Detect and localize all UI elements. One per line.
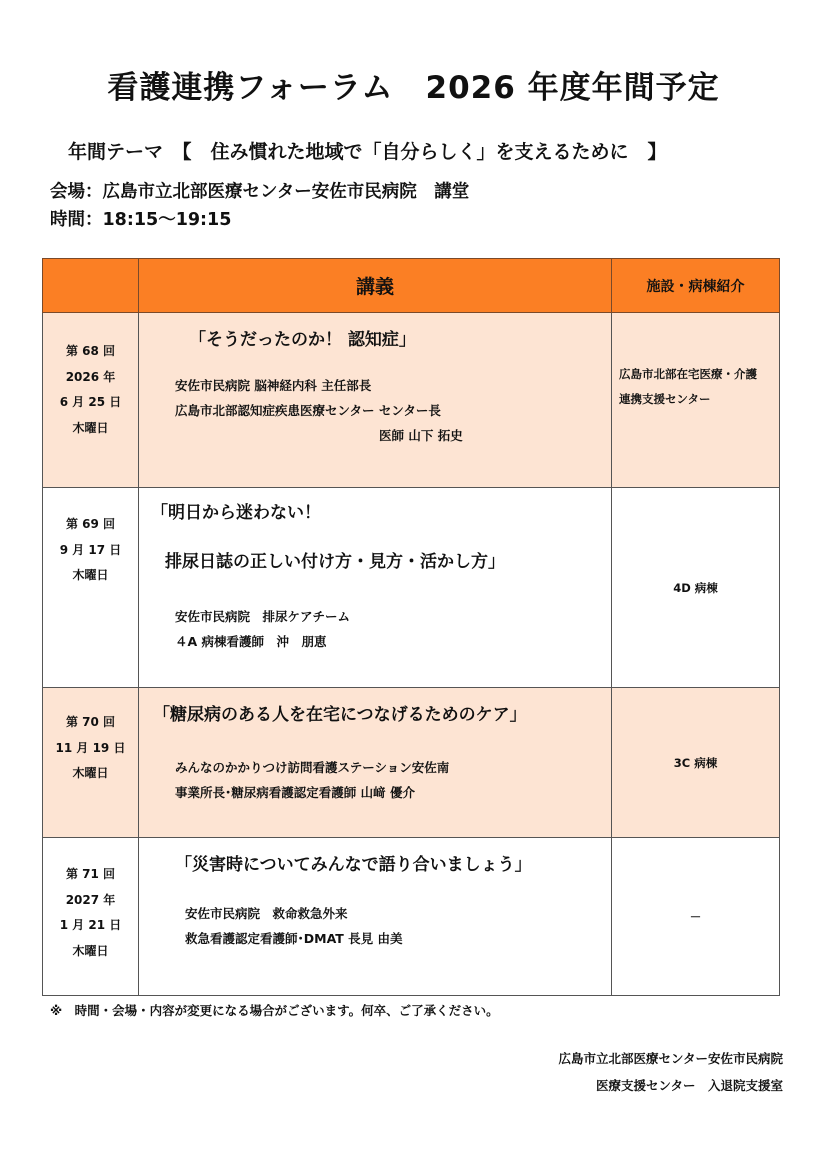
lecture-cell [139, 488, 612, 688]
session-weekday: 木曜日 [72, 568, 109, 582]
lecture-title: 「そうだったのか！ 認知症」 [189, 330, 416, 350]
speaker-name: 救急看護認定看護師･DMAT 長見 由美 [185, 931, 403, 946]
session-date-cell [43, 688, 139, 838]
speaker-line: 安佐市民病院 救命救急外来 [185, 906, 348, 921]
facility-cell [612, 688, 780, 838]
session-weekday: 木曜日 [72, 943, 109, 958]
table-row [43, 688, 780, 838]
session-weekday: 木曜日 [72, 420, 109, 435]
lecture-cell [139, 688, 612, 838]
lecture-cell [139, 838, 612, 996]
session-date-cell [43, 488, 139, 688]
lecture-title: 排尿日誌の正しい付け方・見方・活かし方」 [165, 552, 505, 572]
session-number: 第 70 回 [65, 715, 116, 729]
speaker-name: 医師 山下 拓史 [379, 428, 463, 443]
facility-cell [612, 838, 780, 996]
lecture-title: 「明日から迷わない！ [151, 503, 321, 523]
session-number: 第 69 回 [65, 517, 116, 531]
column-header-lecture: 講義 [139, 259, 612, 313]
annual-theme: 年間テーマ 【 住み慣れた地域で「自分らしく」を支えるために 】 [68, 141, 667, 163]
speaker-line: 安佐市民病院 脳神経内科 主任部長 [175, 378, 372, 393]
facility-cell [612, 313, 780, 488]
session-weekday: 木曜日 [72, 766, 109, 780]
page-title: 看護連携フォーラム 2026 年度年間予定 [107, 70, 720, 106]
department-name: 医療支援センター 入退院支援室 [595, 1078, 783, 1093]
session-date: 9 月 17 日 [59, 542, 122, 557]
speaker-line: 安佐市民病院 排尿ケアチーム [175, 609, 351, 624]
session-year: 2026 年 [65, 369, 116, 384]
column-header-date [43, 259, 139, 313]
session-date: 1 月 21 日 [59, 918, 122, 932]
facility-line: － [689, 909, 702, 924]
schedule-table [42, 258, 780, 996]
table-row [43, 838, 780, 996]
facility-line: 3C 病棟 [673, 755, 718, 770]
speaker-name: ４A 病棟看護師 沖 朋恵 [175, 634, 327, 649]
session-year: 2027 年 [65, 892, 116, 907]
facility-line: 連携支援センター [619, 392, 711, 406]
session-date-cell [43, 838, 139, 996]
table-row [43, 313, 780, 488]
facility-cell [612, 488, 780, 688]
organization-name: 広島市立北部医療センター安佐市民病院 [558, 1051, 783, 1066]
session-date: 6 月 25 日 [59, 395, 122, 409]
session-date-cell [43, 313, 139, 488]
column-header-facility: 施設・病棟紹介 [612, 259, 780, 313]
facility-line: 広島市北部在宅医療・介護 [619, 367, 757, 381]
change-notice: ※ 時間・会場・内容が変更になる場合がございます。何卒、ご了承ください。 [50, 1003, 499, 1018]
lecture-cell [139, 313, 612, 488]
speaker-line: 広島市北部認知症疾患医療センター センター長 [175, 403, 441, 418]
session-number: 第 71 回 [65, 867, 116, 881]
facility-line: 4D 病棟 [673, 580, 718, 595]
speaker-name: 事業所長･糖尿病看護認定看護師 山﨑 優介 [175, 785, 415, 800]
time-info: 時間：18:15～19:15 [50, 210, 232, 230]
venue-info: 会場：広島市立北部医療センター安佐市民病院 講堂 [50, 182, 470, 202]
table-row [43, 488, 780, 688]
table-header-row [43, 259, 780, 313]
speaker-line: みんなのかかりつけ訪問看護ステーション安佐南 [175, 760, 450, 775]
lecture-title: 「災害時についてみんなで語り合いましょう」 [175, 855, 532, 875]
lecture-title: 「糖尿病のある人を在宅につなげるためのケア」 [153, 705, 527, 725]
session-date: 11 月 19 日 [55, 740, 126, 755]
session-number: 第 68 回 [65, 344, 116, 358]
